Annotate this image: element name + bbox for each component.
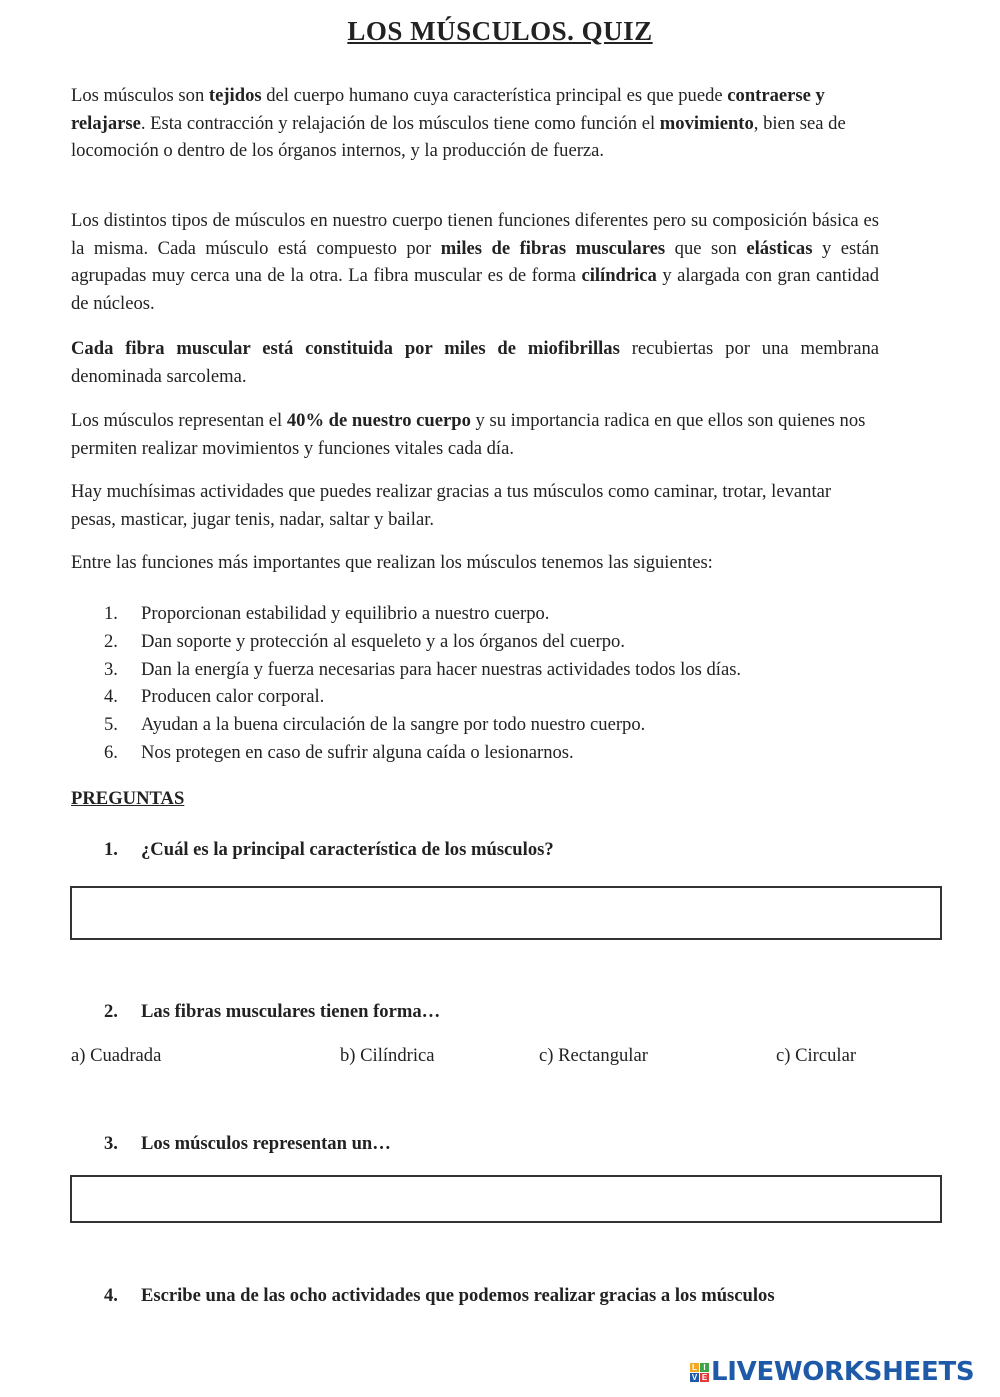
list-item: 4. Producen calor corporal. [104,686,325,708]
question-3: 3. Los músculos representan un… [104,1133,391,1154]
list-item: 5. Ayudan a la buena circulación de la sangre por todo nuestro cuerpo. [104,714,646,736]
answer-box-1[interactable] [70,886,942,940]
functions-intro: Entre las funciones más importantes que realizan los músculos tenemos las siguientes: [71,552,713,573]
answer-box-3[interactable] [70,1175,942,1223]
option-b-cilindrica[interactable]: b) Cilíndrica [340,1045,435,1066]
option-c-rectangular[interactable]: c) Rectangular [539,1045,648,1066]
percentage-paragraph: Los músculos representan el 40% de nuestro cuerpo y su importancia radica en que ellos son quienes nos permiten realizar movimientos y funciones vitales cada día. [71,410,866,459]
question-2: 2. Las fibras musculares tienen forma… [104,1001,441,1022]
list-item: 1. Proporcionan estabilidad y equilibrio a nuestro cuerpo. [104,603,550,624]
activities-paragraph: Hay muchísimas actividades que puedes realizar gracias a tus músculos como caminar, trotar, levantar pesas, masticar, jugar tenis, nadar, saltar y bailar. [71,481,832,530]
questions-heading: PREGUNTAS [71,788,185,809]
question-4: 4. Escribe una de las ocho actividades que podemos realizar gracias a los músculos [104,1285,775,1306]
liveworksheets-icon: L I V E [691,1362,708,1382]
answer-input-1[interactable] [72,888,940,938]
liveworksheets-logo[interactable] [690,1356,974,1388]
option-a-cuadrada[interactable]: a) Cuadrada [71,1045,162,1066]
intro-paragraph: Los músculos son tejidos del cuerpo humano cuya característica principal es que puede contraerse y relajarse. Esta contracción y relajación de los músculos tiene como función el movimiento, bien sea de locomoción o dentro de los órganos internos, y la producción de fuerza. [71,85,846,161]
answer-input-3[interactable] [72,1177,940,1221]
list-item: 6. Nos protegen en caso de sufrir alguna caída o lesionarnos. [104,741,574,763]
fiber-paragraph: Cada fibra muscular está constituida por miles de miofibrillas recubiertas por una membrana denominada sarcolema. [71,338,879,387]
list-item: 2. Dan soporte y protección al esqueleto y a los órganos del cuerpo. [104,630,625,652]
list-item: 3. Dan la energía y fuerza necesarias para hacer nuestras actividades todos los días. [104,658,742,680]
question-1: 1. ¿Cuál es la principal característica de los músculos? [104,839,554,860]
option-c-circular[interactable]: c) Circular [776,1045,857,1066]
brand-name: LIVEWORKSHEETS [711,1357,975,1387]
functions-list [104,600,741,767]
composition-paragraph: Los distintos tipos de músculos en nuestro cuerpo tienen funciones diferentes pero su composición básica es la misma. Cada músculo está compuesto por miles de fibras musculares que son elásticas y están agrupadas muy cerca una de la otra. La fibra muscular es de forma cilíndrica y alargada con gran cantidad de núcleos. [71,210,879,314]
page-title: LOS MÚSCULOS. QUIZ [347,16,653,46]
